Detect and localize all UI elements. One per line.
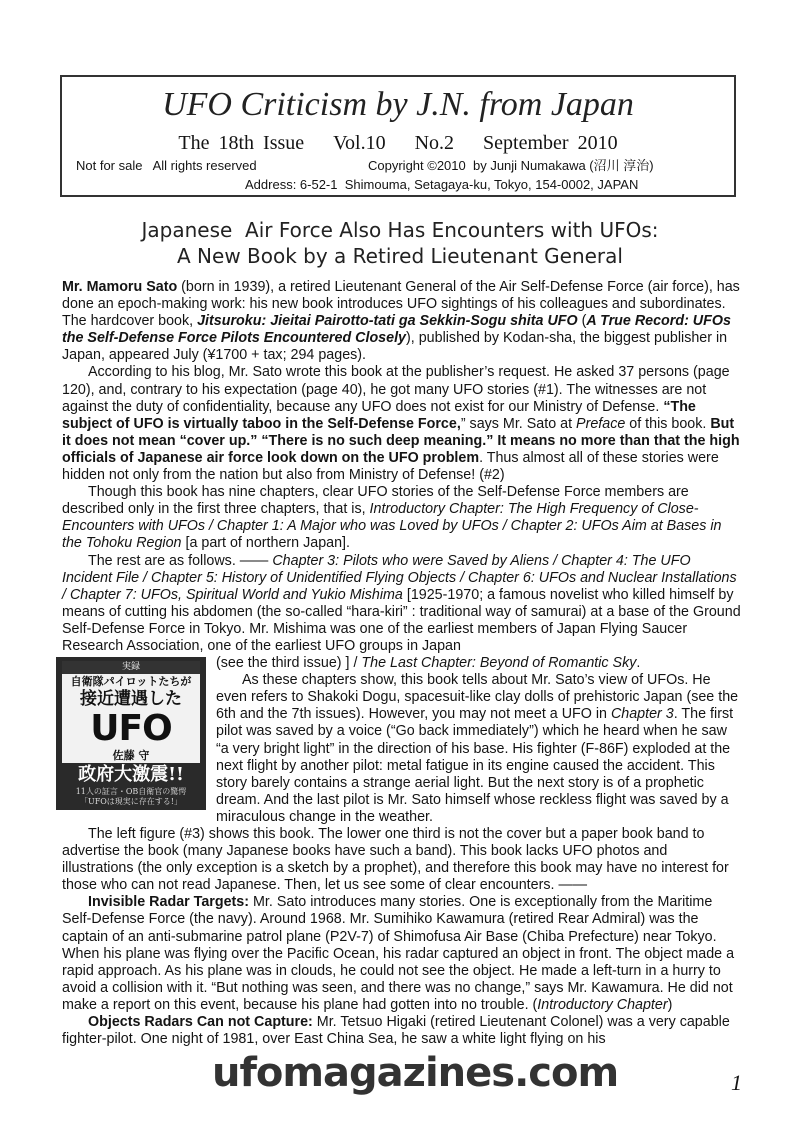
cover-panel: [62, 661, 200, 763]
cover-title-line-1: 自衛隊パイロットたちが: [70, 675, 192, 689]
bold-text: “The subject of UFO is virtually taboo in the Self-Defense Force,: [62, 398, 696, 432]
page-number: 1: [731, 1070, 742, 1096]
issue-line: [62, 131, 734, 155]
band-sub-2: 「UFOは現実に存在する!」: [79, 797, 183, 807]
italic-text: Introductory Chapter: [537, 996, 668, 1013]
paragraph: [62, 1014, 742, 1048]
cover-band-text: 政府大激震!!: [78, 764, 184, 786]
page-footer: [62, 1048, 742, 1096]
text: ” says Mr. Sato at: [460, 415, 577, 432]
text: Though this book has nine chapters, clear UFO stories of the Self-Defense Force members are described only in the first three chapters, that is,: [62, 484, 689, 518]
cover-band-subtext: [56, 787, 206, 807]
italic-text: Chapter 3: [610, 706, 674, 723]
paragraph: [62, 826, 742, 894]
address: Address: 6-52-1 Shimouma, Setagaya-ku, Tokyo, 154-0002, JAPAN: [245, 177, 639, 192]
text: (: [577, 313, 587, 330]
article-body: [62, 279, 742, 1096]
copyright: Copyright ©2010 by Junji Numakawa (沼川 淳治): [368, 158, 654, 173]
bold-italic-text: A True Record: UFOs the Self-Defense Force Pilots Encountered Closely: [62, 313, 731, 347]
cover-title-ufo: UFO: [90, 708, 172, 750]
text: Mr. Tetsuo Higaki (retired Lieutenant Colonel) was a very capable fighter-pilot. One night of 1981, over East China Sea, he saw a white light flying on his: [62, 1014, 730, 1048]
text: ): [667, 996, 673, 1013]
bold-text: Invisible Radar Targets:: [88, 894, 250, 911]
paragraph: [62, 484, 742, 552]
article-paragraphs: [62, 279, 742, 1048]
text: .: [636, 655, 641, 672]
text: ), published by Kodan-sha, the biggest publisher in Japan, appeared July (¥1700 + tax; 294 pages).: [62, 330, 728, 364]
italic-text: The Last Chapter: Beyond of Romantic Sky: [361, 655, 637, 672]
issue-date: September 2010: [483, 132, 618, 154]
number: No.2: [414, 132, 455, 154]
text: (see the third issue) ] /: [216, 655, 362, 672]
text: [a part of northern Japan].: [181, 535, 350, 552]
paragraph: [62, 894, 742, 1014]
article-headline: [60, 217, 740, 269]
headline-line-1: Japanese Air Force Also Has Encounters with UFOs:: [141, 218, 659, 242]
paragraph: [62, 364, 742, 484]
cover-author: 佐藤 守: [112, 749, 150, 763]
band-sub-1: 11人の証言・OB自衛官の驚愕: [75, 787, 187, 797]
volume: Vol.10: [333, 132, 386, 154]
rights-notice: Not for sale All rights reserved: [76, 158, 257, 173]
newsletter-title: UFO Criticism by J.N. from Japan: [162, 86, 634, 123]
text: . The first pilot was saved by a voice (“Go back immediately”) which he heard when he saw “a very bright light” in the direction of his base. His fighter (F-86F) exploded at the next flight by another pilot: metal fatigue in its engine caused the accident. This story barely contains a strange aerial light. But the next story is of a prophetic dream. And the last pilot is Mr. Sato himself whose reckless flight was saved by a miraculous change in the weather.: [216, 706, 734, 825]
text: [1925-1970; a famous novelist who killed himself by means of cutting his abdomen (the so-called “hara-kiri” : traditional way of samurai) at a base of the Ground Self-Defense Force in Tokyo. Mr. Mishima was one of the earliest members of Japan Flying Saucer Research Association, one of the earliest UFO groups in Japan: [62, 586, 741, 654]
text: . Thus almost all of these stories were hidden not only from the nation but also from Ministry of Defense! (#2): [62, 449, 719, 484]
text: The rest are as follows. ――: [88, 552, 273, 569]
text: of this book.: [625, 415, 711, 432]
paragraph: [62, 279, 742, 364]
bold-text: Objects Radars Can not Capture:: [88, 1014, 313, 1031]
headline-line-2: A New Book by a Retired Lieutenant General: [177, 244, 623, 268]
watermark: ufomagazines.com: [212, 1050, 619, 1097]
text: As these chapters show, this book tells about Mr. Sato’s view of UFOs. He even refers to Shakoki Dogu, spacesuit-like clay dolls of prehistoric Japan (see the 6th and the 7th issues). However, you may not meet a UFO in: [216, 672, 739, 723]
italic-text: Preface: [576, 415, 626, 432]
cover-title-line-2: 接近遭遇した: [80, 689, 182, 710]
masthead: [60, 75, 736, 197]
text: (born in 1939), a retired Lieutenant General of the Air Self-Defense Force (air force), has done an epoch-making work: his new book introduces UFO sightings of his colleagues and subordinates. The hardcover book,: [62, 279, 740, 330]
bold-italic-text: Jitsuroku: Jieitai Pairotto-tati ga Sekkin-Sogu shita UFO: [197, 313, 578, 330]
text: The left figure (#3) shows this book. The lower one third is not the cover but a paper book band to advertise the book (many Japanese books have such a band). This book lacks UFO photos and illustrations (the only exception is a sketch by a prophet), and therefore this book may have no interest for those who can not read Japanese. Then, let us see some of clear encounters. ――: [62, 826, 729, 894]
bold-text: Mr. Mamoru Sato: [62, 279, 178, 295]
book-cover-image: [56, 657, 206, 810]
text: Mr. Sato introduces many stories. One is exceptionally from the Maritime Self-Defense Force (the navy). Around 1968. Mr. Sumihiko Kawamura (retired Rear Admiral) was the captain of an anti-submarine patrol plane (P2V-7) of Shimofusa Air Base (Chiba Prefecture) near Tokyo. When his plane was flying over the Pacific Ocean, his radar captured an object in front. The object made a rapid approach. As his plane was in clouds, he could not see the object. He made a left-turn in a hurry to avoid a collision with it. “But nothing was seen, and there was no change,” says Mr. Kawamura. He did not make a report on this event, because his plane had gotten into no trouble. (: [62, 894, 735, 1013]
bold-text: But it does not mean “cover up.” “There is no such deep meaning.” It means no more than that the high officials of Japanese air force look down on the UFO problem: [62, 415, 740, 466]
cover-label: 実録: [62, 661, 200, 674]
italic-text: Introductory Chapter: The High Frequency of Close-Encounters with UFOs / Chapter 1: A Major who was Loved by UFOs / Chapter 2: UFOs Aim at Bases in the Tohoku Region: [62, 501, 722, 552]
text: According to his blog, Mr. Sato wrote this book at the publisher’s request. He asked 37 persons (page 120), and, contrary to his expectation (page 40), he got many UFO stories (#1). The witnesses are not against the duty of confidentiality, because any UFO does not exist for our Ministry of Defense.: [62, 364, 730, 415]
issue-number: The 18th Issue: [178, 132, 305, 154]
italic-text: Chapter 3: Pilots who were Saved by Aliens / Chapter 4: The UFO Incident File / Chapter 5: History of Unidentified Flying Objects / Chapter 6: UFOs and Nuclear Installations / Chapter 7: UFOs, Spiritual World and Yukio Mishima: [62, 552, 737, 603]
